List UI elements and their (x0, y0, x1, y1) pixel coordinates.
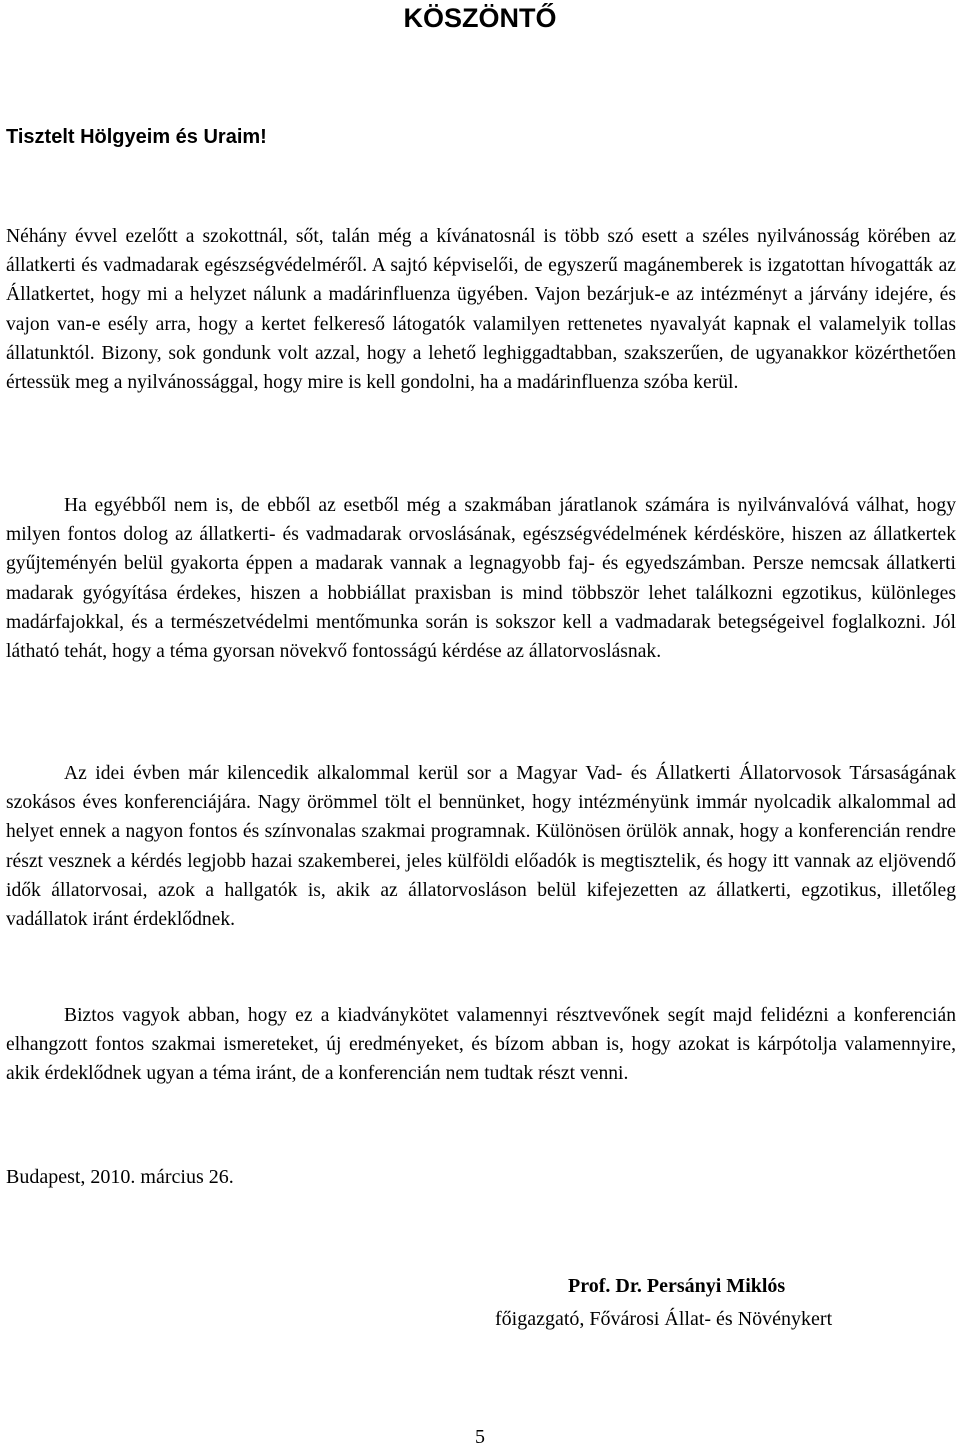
paragraph-2: Ha egyébből nem is, de ebből az esetből még a szakmában járatlanok számára is nyilvánvalóvá válhat, hogy milyen fontos dolog az állatkerti- és vadmadarak orvoslásának, egészségvédelmének kérdésköre, hiszen az állatkertek gyűjteményén belül gyakorta éppen a madarak vannak a legnagyobb faj- és egyedszámban. Persze nemcsak állatkerti madarak gyógyítása érdekes, hiszen a hobbiállat praxisban is mind többször lehet találkozni egzotikus, különleges madárfajokkal, és a természetvédelmi mentőmunka során is sokszor kell a vadmadarak betegségeivel foglalkozni. Jól látható tehát, hogy a téma gyorsan növekvő fontosságú kérdése az állatorvoslásnak. (6, 495, 956, 663)
page-number: 5 (475, 1426, 485, 1448)
signature-title: főigazgató, Fővárosi Állat- és Növénykert (495, 1308, 833, 1330)
document-title: KÖSZÖNTŐ (403, 3, 557, 33)
signature-name: Prof. Dr. Persányi Miklós (568, 1275, 786, 1297)
paragraph-3: Az idei évben már kilencedik alkalommal kerül sor a Magyar Vad- és Állatkerti Állatorvosok Társaságának szokásos éves konferenciájára. Nagy örömmel tölt el bennünket, hogy intézményünk immár nyolcadik alkalommal ad helyet ennek a nagyon fontos és színvonalas szakmai programnak. Különösen örülök annak, hogy a konferencián rendre részt vesznek a kérdés legjobb hazai szakemberei, jeles külföldi előadók is megtisztelik, és hogy itt vannak az eljövendő idők állatorvosai, azok a hallgatók is, akik az állatorvosláson belül kifejezetten az állatkerti, egzotikus, illetőleg vadállatok iránt érdeklődnek. (6, 763, 956, 931)
dateline: Budapest, 2010. március 26. (6, 1166, 234, 1188)
paragraph-4: Biztos vagyok abban, hogy ez a kiadványkötet valamennyi résztvevőnek segít majd felidézni a konferencián elhangzott fontos szakmai ismereteket, új eredményeket, és bízom abban is, hogy azokat is kárpótolja valamennyire, akik érdeklődnek ugyan a téma iránt, de a konferencián nem tudtak részt venni. (6, 1005, 956, 1085)
paragraph-1: Néhány évvel ezelőtt a szokottnál, sőt, talán még a kívánatosnál is több szó esett a széles nyilvánosság körében az állatkerti és vadmadarak egészségvédelméről. A sajtó képviselői, de egyszerű magánemberek is izgatottan hívogatták az Állatkertet, hogy mi a helyzet nálunk a madárinfluenza ügyében. Vajon bezárjuk-e az intézményt a járvány idejére, és vajon van-e esély arra, hogy a kertet felkereső látogatók valamilyen rettenetes nyavalyát kapnak el valamelyik tollas állatunktól. Bizony, sok gondunk volt azzal, hogy a lehető leghiggadtabban, szakszerűen, de ugyanakkor közérthetően értessük meg a nyilvánossággal, hogy mire is kell gondolni, ha a madárinfluenza szóba kerül. (6, 226, 956, 394)
greeting: Tisztelt Hölgyeim és Uraim! (6, 126, 267, 148)
